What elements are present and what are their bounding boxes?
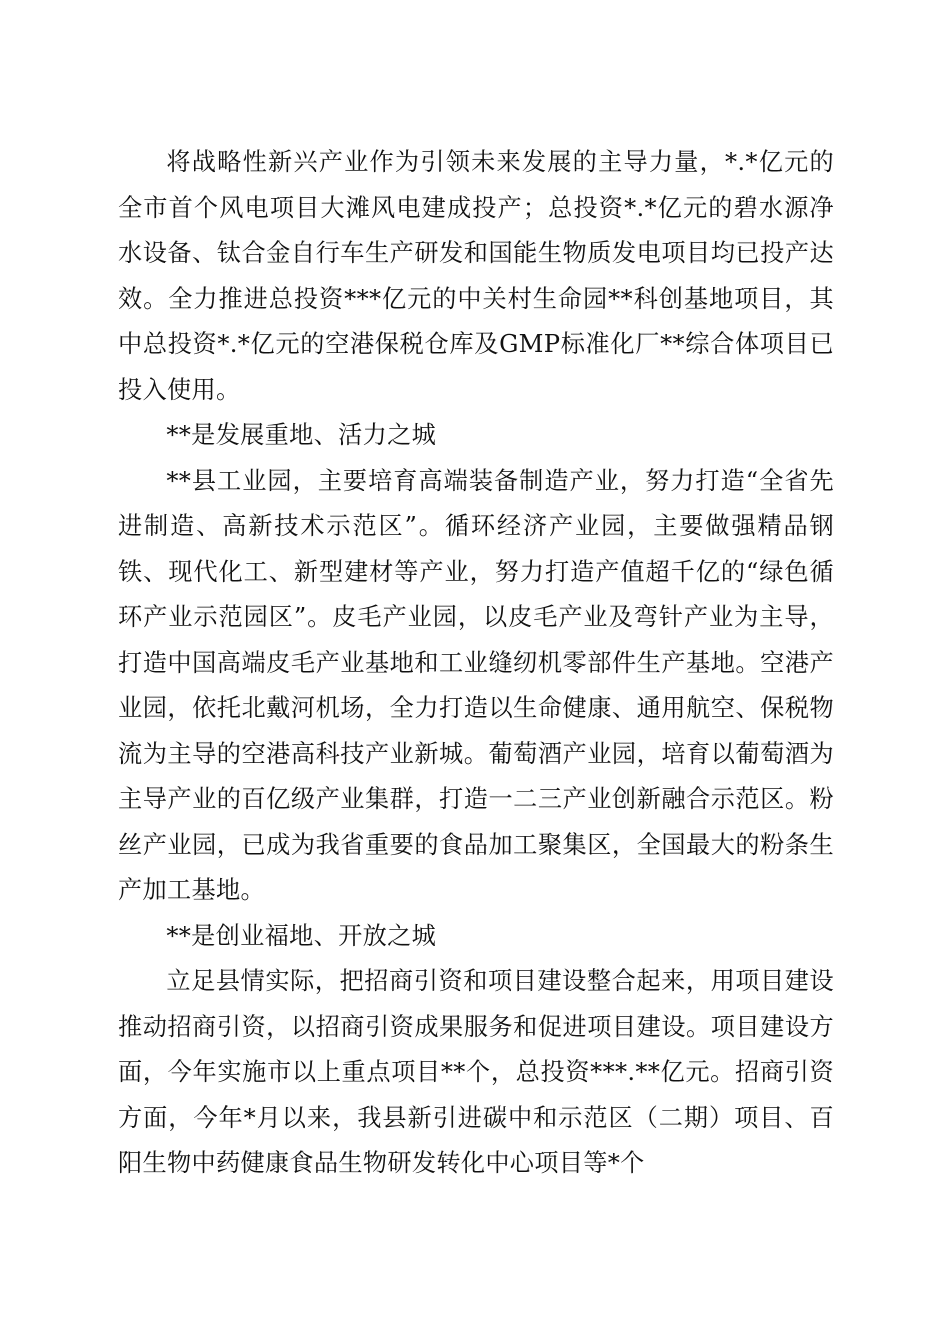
paragraph-industrial-parks: **县工业园，主要培育高端装备制造产业，努力打造“全省先进制造、高新技术示范区”。循环经济产业园，主要做强精品钢铁、现代化工、新型建材等产业，努力打造产值超千亿的“绿色循环产业示范园区”。皮毛产业园，以皮毛产业及弯针产业为主导，打造中国高端皮毛产业基地和工业缝纫机零部件生产基地。空港产业园，依托北戴河机场，全力打造以生命健康、通用航空、保税物流为主导的空港高科技产业新城。葡萄酒产业园，培育以葡萄酒为主导产业的百亿级产业集群，打造一二三产业创新融合示范区。粉丝产业园，已成为我省重要的食品加工聚集区，全国最大的粉条生产加工基地。 — [118, 466, 834, 904]
paragraph-investment-projects: 立足县情实际，把招商引资和项目建设整合起来，用项目建设推动招商引资，以招商引资成果服务和促进项目建设。项目建设方面，今年实施市以上重点项目**个，总投资***.**亿元。招商引资方面，今年*月以来，我县新引进碳中和示范区（二期）项目、百阳生物中药健康食品生物研发转化中心项目等*个 — [118, 967, 834, 1177]
section-heading-entrepreneurship: **是创业福地、开放之城 — [166, 921, 437, 950]
document-page — [118, 140, 834, 1187]
section-heading-development: **是发展重地、活力之城 — [166, 421, 437, 449]
paragraph-strategic-industries: 将战略性新兴产业作为引领未来发展的主导力量，*.*亿元的全市首个风电项目大滩风电建成投产；总投资*.*亿元的碧水源净水设备、钛合金自行车生产研发和国能生物质发电项目均已投产达效。全力推进总投资***亿元的中关村生命园**科创基地项目，其中总投资*.*亿元的空港保税仓库及GMP标准化厂**综合体项目已投入使用。 — [118, 148, 834, 404]
